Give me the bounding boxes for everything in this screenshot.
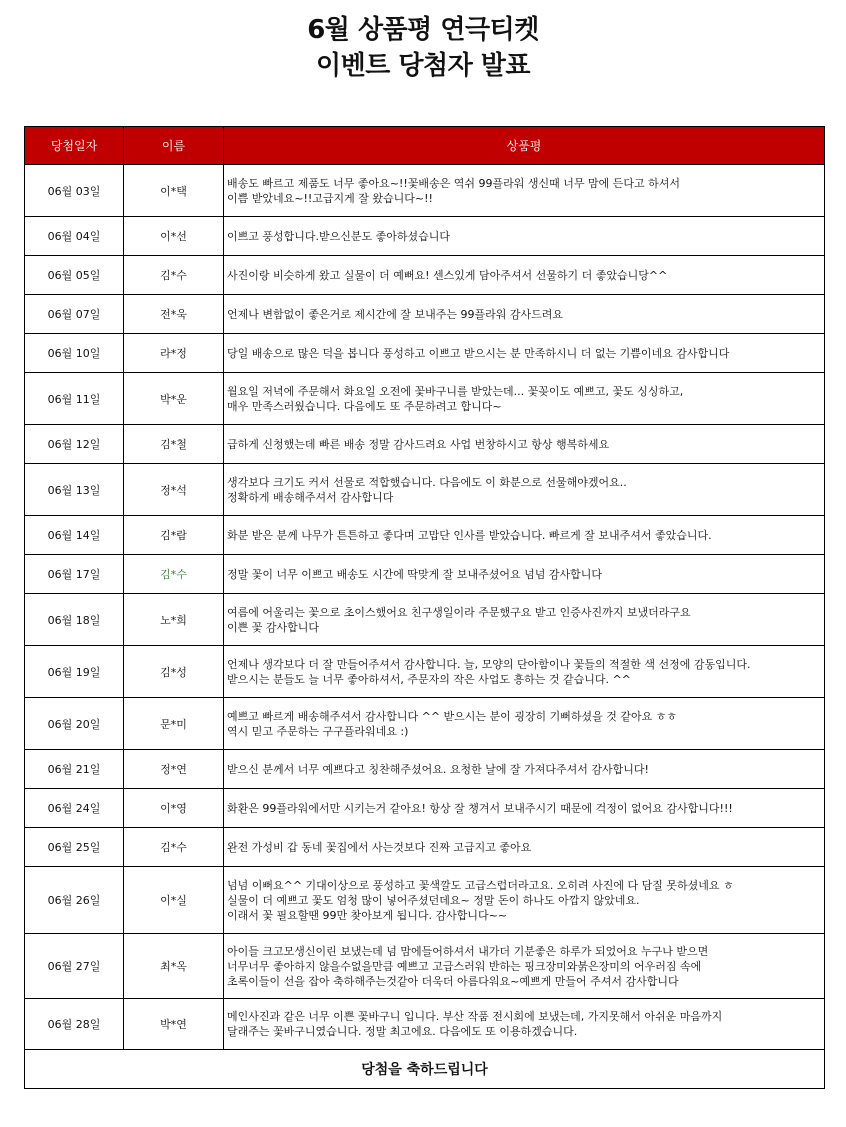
win-date: 06월 20일: [25, 698, 124, 750]
review-text: [224, 698, 825, 750]
review-line: 완전 가성비 갑 동네 꽃집에서 사는것보다 진짜 고급지고 좋아요: [227, 840, 532, 854]
winner-name: 노*희: [124, 594, 224, 646]
review-text: [224, 999, 825, 1050]
winner-name: 김*성: [124, 646, 224, 698]
win-date: 06월 25일: [25, 828, 124, 867]
review-line: 이쁜 꽃 감사합니다: [227, 620, 320, 634]
table-row: [25, 256, 825, 295]
winners-table: [24, 126, 825, 1089]
table-row: [25, 217, 825, 256]
review-line: 화분 받은 분께 나무가 튼튼하고 좋다며 고맙단 인사를 받았습니다. 빠르게 잘 보내주셔서 좋았습니다.: [227, 528, 712, 542]
table-row: [25, 828, 825, 867]
win-date: 06월 18일: [25, 594, 124, 646]
congratulations-text: 당첨을 축하드립니다: [25, 1050, 825, 1089]
review-text: [224, 256, 825, 295]
review-line: 매우 만족스러웠습니다. 다음에도 또 주문하려고 합니다~: [227, 399, 502, 413]
winner-name: 정*석: [124, 464, 224, 516]
review-line: 정말 꽃이 너무 이쁘고 배송도 시간에 딱맞게 잘 보내주셨어요 넘넘 감사합니다: [227, 567, 602, 581]
win-date: 06월 27일: [25, 934, 124, 999]
review-line: 역시 믿고 주문하는 구구플라워네요 :): [227, 724, 409, 738]
winner-name: 이*선: [124, 217, 224, 256]
review-line: 당일 배송으로 많은 덕을 봅니다 풍성하고 이쁘고 받으시는 분 만족하시니 더 없는 기쁨이네요 감사합니다: [227, 346, 730, 360]
win-date: 06월 14일: [25, 516, 124, 555]
table-row: [25, 516, 825, 555]
review-line: 여름에 어울리는 꽃으로 초이스했어요 친구생일이라 주문했구요 받고 인증사진까지 보냈더라구요: [227, 605, 691, 619]
review-text: [224, 295, 825, 334]
review-line: 월요일 저녁에 주문해서 화요일 오전에 꽃바구니를 받았는데... 꽃꽂이도 예쁘고, 꽃도 싱싱하고,: [227, 384, 684, 398]
review-line: 생각보다 크기도 커서 선물로 적합했습니다. 다음에도 이 화분으로 선물해야겠어요..: [227, 475, 627, 489]
win-date: 06월 04일: [25, 217, 124, 256]
winner-name: 박*연: [124, 999, 224, 1050]
review-line: 급하게 신청했는데 빠른 배송 정말 감사드려요 사업 번창하시고 항상 행복하세요: [227, 437, 610, 451]
page-title-line-1: 6월 상품평 연극티켓: [307, 15, 539, 45]
table-footer-row: [25, 1050, 825, 1089]
win-date: 06월 24일: [25, 789, 124, 828]
win-date: 06월 17일: [25, 555, 124, 594]
review-line: 정확하게 배송해주셔서 감사합니다: [227, 490, 394, 504]
win-date: 06월 10일: [25, 334, 124, 373]
table-row: [25, 934, 825, 999]
table-row: [25, 165, 825, 217]
win-date: 06월 12일: [25, 425, 124, 464]
winner-name: 문*미: [124, 698, 224, 750]
review-text: [224, 828, 825, 867]
review-line: 화환은 99플라워에서만 시키는거 같아요! 항상 잘 챙겨서 보내주시기 때문에 걱정이 없어요 감사합니다!!!: [227, 801, 733, 815]
win-date: 06월 03일: [25, 165, 124, 217]
review-text: [224, 217, 825, 256]
review-line: 달래주는 꽃바구니였습니다. 정말 최고에요. 다음에도 또 이용하겠습니다.: [227, 1025, 578, 1038]
review-text: [224, 165, 825, 217]
winner-name: 전*욱: [124, 295, 224, 334]
table-row: [25, 334, 825, 373]
review-text: [224, 789, 825, 828]
page-title: [0, 12, 846, 84]
review-text: [224, 934, 825, 999]
table-row: [25, 867, 825, 934]
table-header-row: [25, 127, 825, 165]
table-row: [25, 789, 825, 828]
review-line: 받으신 분께서 너무 예쁘다고 칭찬해주셨어요. 요청한 날에 잘 가져다주셔서 감사합니다!: [227, 762, 649, 776]
review-text: [224, 646, 825, 698]
winner-name: 김*철: [124, 425, 224, 464]
winner-name: 이*영: [124, 789, 224, 828]
review-line: 초록이들이 선을 잡아 축하해주는것같아 더욱더 아름다워요~예쁘게 만들어 주셔서 감사합니다: [227, 974, 679, 988]
review-text: [224, 594, 825, 646]
table-row: [25, 646, 825, 698]
table-body: [25, 165, 825, 1050]
winner-name: 최*옥: [124, 934, 224, 999]
review-line: 받으시는 분들도 늘 너무 좋아하셔서, 주문자의 작은 사업도 흥하는 것 같습니다. ^^: [227, 672, 631, 686]
winner-name: 김*수: [124, 555, 224, 594]
win-date: 06월 05일: [25, 256, 124, 295]
table-row: [25, 295, 825, 334]
win-date: 06월 28일: [25, 999, 124, 1050]
review-line: 언제나 변함없이 좋은거로 제시간에 잘 보내주는 99플라워 감사드려요: [227, 307, 563, 321]
header-review: 상품평: [224, 127, 825, 165]
review-text: [224, 334, 825, 373]
page-title-line-2: 이벤트 당첨자 발표: [315, 51, 531, 81]
review-text: [224, 555, 825, 594]
review-line: 실물이 더 예쁘고 꽃도 엄청 많이 넣어주셨던데요~ 정말 돈이 하나도 아깝지 않았네요.: [227, 893, 640, 907]
review-text: [224, 867, 825, 934]
winner-name: 김*람: [124, 516, 224, 555]
win-date: 06월 13일: [25, 464, 124, 516]
table-row: [25, 425, 825, 464]
review-line: 언제나 생각보다 더 잘 만들어주셔서 감사합니다. 늘, 모양의 단아함이나 꽃들의 적절한 색 선정에 감동입니다.: [227, 657, 751, 671]
review-text: [224, 464, 825, 516]
header-name: 이름: [124, 127, 224, 165]
win-date: 06월 26일: [25, 867, 124, 934]
table-row: [25, 555, 825, 594]
winner-name: 김*수: [124, 256, 224, 295]
winner-name: 김*수: [124, 828, 224, 867]
review-line: 넘넘 이뻐요^^ 기대이상으로 풍성하고 꽃색깔도 고급스럽더라고요. 오히려 사진에 다 담질 못하셨네요 ㅎ: [227, 878, 734, 892]
winner-name: 정*연: [124, 750, 224, 789]
winner-name: 이*실: [124, 867, 224, 934]
table-row: [25, 999, 825, 1050]
review-line: 배송도 빠르고 제품도 너무 좋아요~!!꽃배송은 역쉬 99플라워 생신때 너무 맘에 든다고 하셔서: [227, 176, 681, 190]
table-row: [25, 594, 825, 646]
review-text: [224, 373, 825, 425]
review-line: 이쁨 받았네요~!!고급지게 잘 왔습니다~!!: [227, 191, 433, 205]
review-line: 너무너무 좋아하지 않을수없을만큼 예쁘고 고급스러워 반하는 핑크장미와붉은장미의 어우러짐 속에: [227, 959, 702, 973]
review-line: 이래서 꽃 필요할땐 99만 찾아보게 됩니다. 감사합니다~~: [227, 908, 508, 922]
review-line: 예쁘고 빠르게 배송해주셔서 감사합니다 ^^ 받으시는 분이 굉장히 기뻐하셨을 것 같아요 ㅎㅎ: [227, 709, 678, 723]
table-row: [25, 698, 825, 750]
review-line: 이쁘고 풍성합니다.받으신분도 좋아하셨습니다: [227, 229, 451, 243]
table-row: [25, 464, 825, 516]
review-text: [224, 425, 825, 464]
review-text: [224, 750, 825, 789]
table-row: [25, 373, 825, 425]
winner-name: 이*택: [124, 165, 224, 217]
winner-name: 라*정: [124, 334, 224, 373]
win-date: 06월 19일: [25, 646, 124, 698]
win-date: 06월 11일: [25, 373, 124, 425]
review-line: 아이들 크고모생신이린 보냈는데 넘 맘에들어하셔서 내가더 기분좋은 하루가 되었어요 누구나 받으면: [227, 944, 709, 958]
table-row: [25, 750, 825, 789]
header-date: 당첨일자: [25, 127, 124, 165]
review-text: [224, 516, 825, 555]
win-date: 06월 21일: [25, 750, 124, 789]
review-line: 메인사진과 같은 너무 이쁜 꽃바구니 입니다. 부산 작품 전시회에 보냈는데, 가지못해서 아쉬운 마음까지: [227, 1010, 723, 1023]
review-line: 사진이랑 비슷하게 왔고 실물이 더 예뻐요! 센스있게 담아주셔서 선물하기 더 좋았습니당^^: [227, 268, 668, 282]
winner-name: 박*운: [124, 373, 224, 425]
win-date: 06월 07일: [25, 295, 124, 334]
